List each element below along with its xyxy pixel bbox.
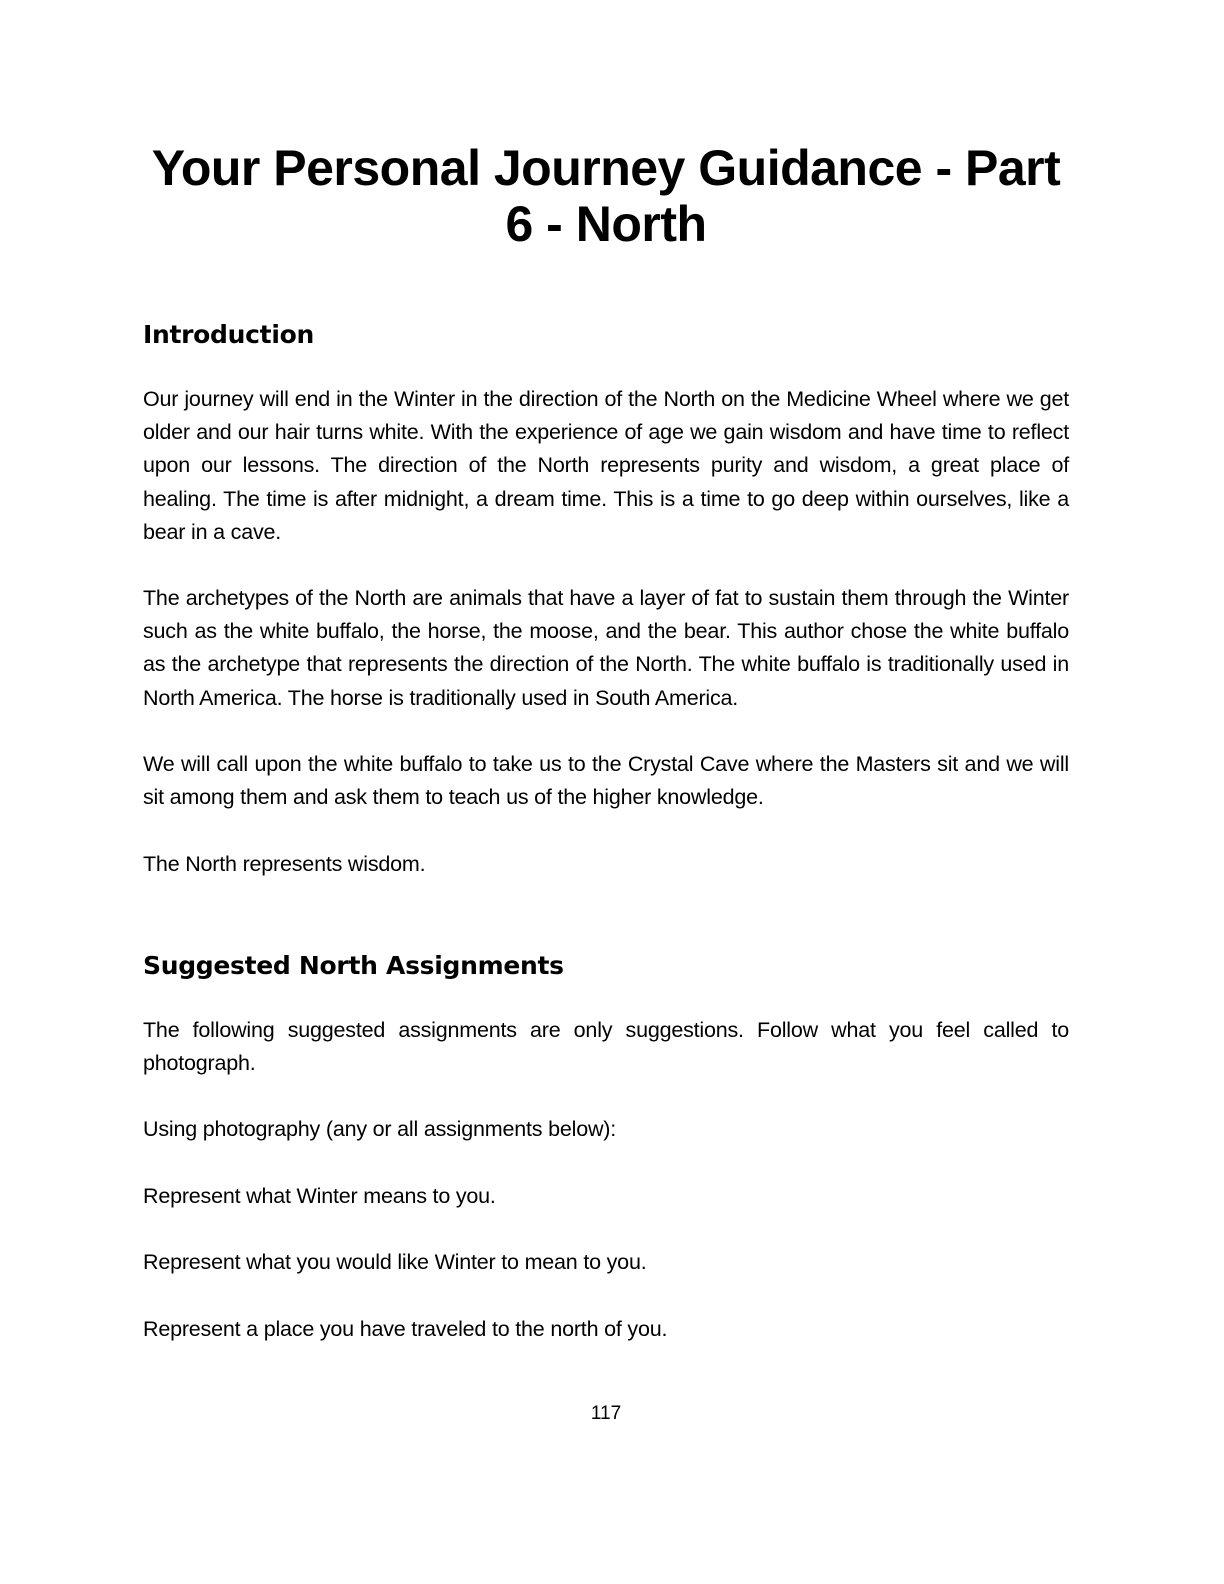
intro-paragraph-2: The archetypes of the North are animals that have a layer of fat to sustain them through the Winter such as the white buffalo, the horse, the moose, and the bear. This author chose the white buffalo as the archetype that represents the direction of the North. The white buffalo is traditionally used in North America. The horse is traditionally used in South America. [143, 586, 1069, 710]
section-heading-assignments: Suggested North Assignments [143, 951, 564, 980]
assignments-intro-paragraph: The following suggested assignments are only suggestions. Follow what you feel called to photograph. [143, 1018, 1069, 1076]
section-heading-introduction: Introduction [143, 320, 314, 349]
page-number: 117 [590, 1403, 622, 1424]
assignments-instruction: Using photography (any or all assignments below): [143, 1117, 617, 1141]
assignment-item-1: Represent what Winter means to you. [143, 1184, 496, 1208]
assignment-item-2: Represent what you would like Winter to mean to you. [143, 1250, 647, 1274]
intro-paragraph-1: Our journey will end in the Winter in the direction of the North on the Medicine Wheel where we get older and our hair turns white. With the experience of age we gain wisdom and have time to reflect upon our lessons. The direction of the North represents purity and wisdom, a great place of healing. The time is after midnight, a dream time. This is a time to go deep within ourselves, like a bear in a cave. [143, 387, 1069, 544]
intro-paragraph-4: The North represents wisdom. [143, 852, 426, 876]
assignment-item-3: Represent a place you have traveled to the north of you. [143, 1317, 668, 1341]
intro-paragraph-3: We will call upon the white buffalo to take us to the Crystal Cave where the Masters sit and we will sit among them and ask them to teach us of the higher knowledge. [143, 752, 1069, 810]
page-title: Your Personal Journey Guidance - Part 6 - North [151, 140, 1061, 252]
